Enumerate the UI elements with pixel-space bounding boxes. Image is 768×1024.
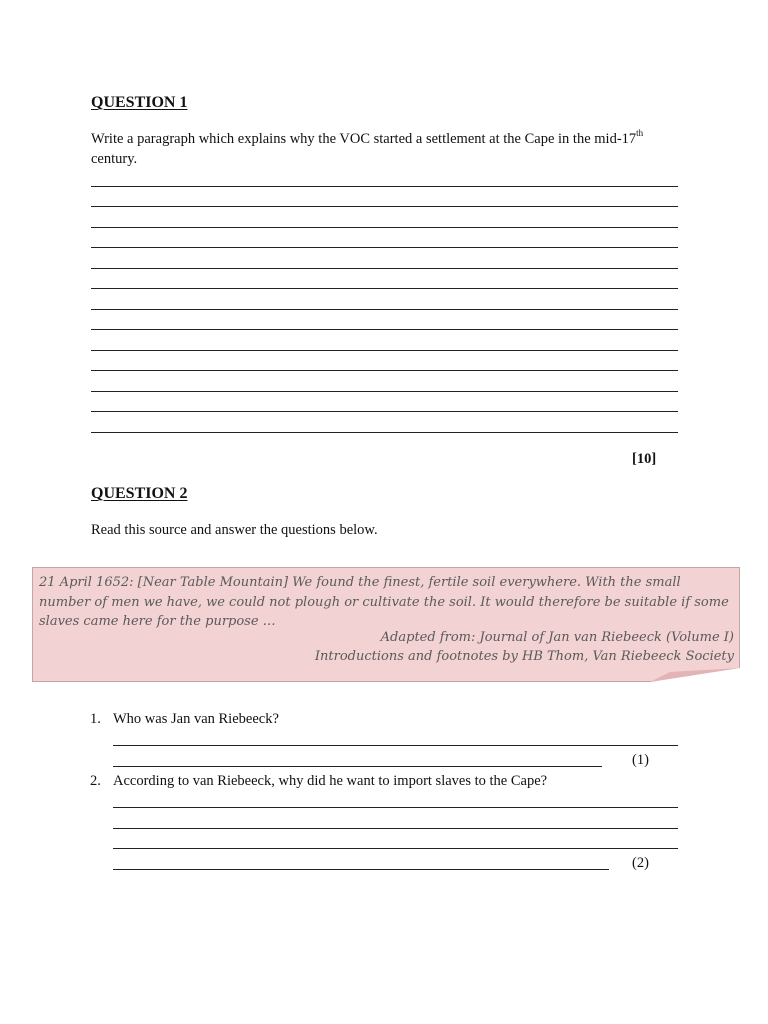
answer-line[interactable] [91,329,678,330]
answer-line[interactable] [113,766,602,767]
answer-line[interactable] [113,745,678,746]
answer-line[interactable] [113,828,678,829]
answer-line[interactable] [91,186,678,187]
question-2-item-1-number: 1. [90,711,101,727]
page-curl-decoration [650,668,740,682]
answer-line[interactable] [91,411,678,412]
question-2-item-2-text: According to van Riebeeck, why did he want to import slaves to the Cape? [113,773,548,789]
answer-line[interactable] [91,247,678,248]
answer-line[interactable] [91,309,678,310]
answer-line[interactable] [91,370,678,371]
answer-line[interactable] [113,869,609,870]
question-1-prompt-main: Write a paragraph which explains why the VOC started a settlement at the Cape in the mid-17 [91,131,637,147]
question-1-marks: [10] [632,451,657,467]
answer-line[interactable] [113,848,678,849]
question-2-item-1-text: Who was Jan van Riebeeck? [113,711,279,727]
answer-line[interactable] [113,807,678,808]
question-2-item-1-marks: (1) [632,752,649,768]
answer-line[interactable] [91,288,678,289]
question-2-heading: QUESTION 2 [91,485,188,502]
question-1-prompt-end: century. [91,151,138,167]
source-citation-line-1: Adapted from: Journal of Jan van Riebeeck (Volume I) [380,630,734,645]
answer-line[interactable] [91,206,678,207]
answer-line[interactable] [91,268,678,269]
question-1-prompt-superscript: th [636,128,644,138]
question-1-heading: QUESTION 1 [91,94,188,111]
answer-line[interactable] [91,432,678,433]
answer-line[interactable] [91,227,678,228]
question-2-instruction: Read this source and answer the questions below. [91,522,378,538]
source-citation-line-2: Introductions and footnotes by HB Thom, Van Riebeeck Society [314,649,734,664]
question-2-item-2-number: 2. [90,773,101,789]
source-box [32,567,740,682]
question-1-prompt [91,129,681,169]
answer-line[interactable] [91,391,678,392]
source-text: 21 April 1652: [Near Table Mountain] We found the finest, fertile soil everywhere. With the small number of men we have, we could not plough or cultivate the soil. It would therefore be suitable if some slaves came here for the purpose … [39,575,729,629]
answer-line[interactable] [91,350,678,351]
question-2-item-2-marks: (2) [632,855,649,871]
